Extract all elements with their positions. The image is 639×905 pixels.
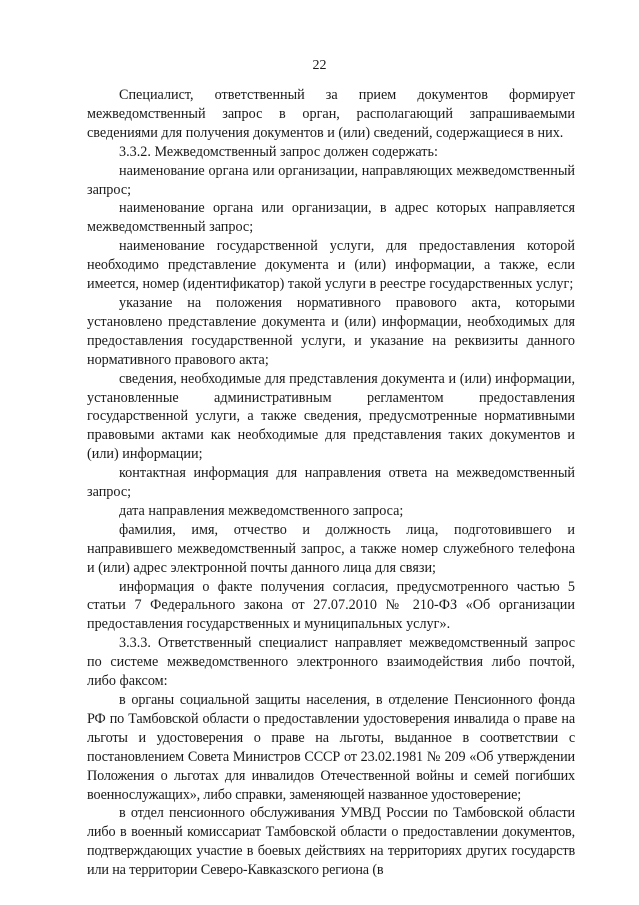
- paragraph: фамилия, имя, отчество и должность лица, подготовившего и направившего межведомственный запрос, а также номер служебного телефона и (или) адрес электронной почты данного лица для связи;: [87, 521, 575, 576]
- paragraph: 3.3.3. Ответственный специалист направляет межведомственный запрос по системе межведомственного электронного взаимодействия либо почтой, либо факсом:: [87, 635, 575, 690]
- paragraph: дата направления межведомственного запроса;: [119, 502, 404, 519]
- paragraph: указание на положения нормативного правового акта, которыми установлено представление документа и (или) информации, необходимых для предоставления государственной услуги, и указание на реквизиты данного нормативного правового акта;: [87, 294, 575, 368]
- paragraph: наименование органа или организации, направляющих межведомственный запрос;: [87, 162, 575, 198]
- document-body: [87, 86, 575, 880]
- page-number: 22: [312, 58, 327, 73]
- paragraph: 3.3.2. Межведомственный запрос должен содержать:: [119, 143, 438, 160]
- paragraph: контактная информация для направления ответа на межведомственный запрос;: [87, 465, 575, 501]
- paragraph: наименование государственной услуги, для предоставления которой необходимо представление документа и (или) информации, а также, если имеется, номер (идентификатор) такой услуги в реестре государственных услуг;: [87, 238, 575, 293]
- paragraph: наименование органа или организации, в адрес которых направляется межведомственный запрос;: [87, 200, 575, 236]
- paragraph: в органы социальной защиты населения, в отделение Пенсионного фонда РФ по Тамбовской области о предоставлении удостоверения инвалида о праве на льготы и удостоверения о праве на льготы, выданное в соответствии с постановлением Совета Министров СССР от 23.02.1981 № 209 «Об утверждении Положения о льготах для инвалидов Отечественной войны и семей погибших военнослужащих», либо справки, заменяющей названное удостоверение;: [87, 692, 575, 803]
- paragraph: Специалист, ответственный за прием документов формирует межведомственный запрос в орган, располагающий запрашиваемыми сведениями для получения документов и (или) сведений, содержащиеся в них.: [87, 87, 575, 141]
- paragraph: информация о факте получения согласия, предусмотренного частью 5 статьи 7 Федерального закона от 27.07.2010 № 210-ФЗ «Об организации предоставления государственных и муниципальных услуг».: [87, 578, 575, 633]
- paragraph: в отдел пенсионного обслуживания УМВД России по Тамбовской области либо в военный комиссариат Тамбовской области о предоставлении документов, подтверждающих участие в боевых действиях на территориях других государств или на территории Северо-Кавказского региона (в: [87, 805, 575, 879]
- paragraph: сведения, необходимые для представления документа и (или) информации, установленные административным регламентом предоставления государственной услуги, а также сведения, предусмотренные нормативными правовыми актами как необходимые для представления таких документов и (или) информации;: [87, 370, 575, 463]
